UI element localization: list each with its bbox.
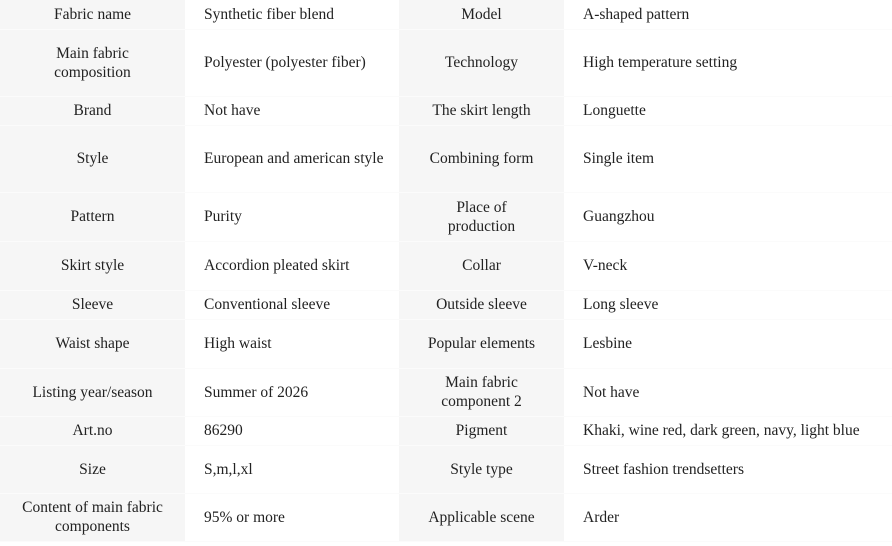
- attribute-label: Collar: [399, 241, 564, 290]
- attribute-value: European and american style: [185, 125, 399, 192]
- attribute-value: Conventional sleeve: [185, 290, 399, 319]
- attribute-value: 95% or more: [185, 493, 399, 541]
- attribute-label: Skirt style: [0, 241, 185, 290]
- attribute-value: Polyester (polyester fiber): [185, 29, 399, 96]
- attribute-value: V-neck: [564, 241, 892, 290]
- attribute-value: Not have: [185, 96, 399, 125]
- attribute-value: High temperature setting: [564, 29, 892, 96]
- attribute-label: Applicable scene: [399, 493, 564, 541]
- table-row: [0, 290, 892, 319]
- table-row: [0, 192, 892, 241]
- attribute-label: Fabric name: [0, 0, 185, 29]
- attribute-value: 86290: [185, 416, 399, 445]
- attribute-label: Listing year/season: [0, 368, 185, 416]
- table-row: [0, 241, 892, 290]
- attribute-value: Summer of 2026: [185, 368, 399, 416]
- attribute-value: A-shaped pattern: [564, 0, 892, 29]
- attribute-label: Art.no: [0, 416, 185, 445]
- attribute-value: Khaki, wine red, dark green, navy, light blue: [564, 416, 892, 445]
- attribute-label: Combining form: [399, 125, 564, 192]
- table-row: [0, 96, 892, 125]
- attribute-label: Size: [0, 445, 185, 493]
- attribute-value: Longuette: [564, 96, 892, 125]
- attribute-value: S,m,l,xl: [185, 445, 399, 493]
- attribute-label: The skirt length: [399, 96, 564, 125]
- table-row: [0, 493, 892, 541]
- table-row: [0, 319, 892, 368]
- attribute-label: Content of main fabric components: [0, 493, 185, 541]
- attribute-value: Street fashion trendsetters: [564, 445, 892, 493]
- attribute-value: Single item: [564, 125, 892, 192]
- attribute-value: Synthetic fiber blend: [185, 0, 399, 29]
- attribute-label: Style type: [399, 445, 564, 493]
- attribute-value: Not have: [564, 368, 892, 416]
- table-row: [0, 125, 892, 192]
- attribute-value: Arder: [564, 493, 892, 541]
- attribute-label: Main fabric composition: [0, 29, 185, 96]
- attribute-value: Lesbine: [564, 319, 892, 368]
- attribute-value: Long sleeve: [564, 290, 892, 319]
- attribute-label: Style: [0, 125, 185, 192]
- attribute-value: Accordion pleated skirt: [185, 241, 399, 290]
- attribute-label: Model: [399, 0, 564, 29]
- table-row: [0, 416, 892, 445]
- attribute-value: Guangzhou: [564, 192, 892, 241]
- attribute-label: Brand: [0, 96, 185, 125]
- attribute-label: Main fabric component 2: [399, 368, 564, 416]
- attribute-label: Place of production: [399, 192, 564, 241]
- attribute-label: Sleeve: [0, 290, 185, 319]
- attribute-label: Waist shape: [0, 319, 185, 368]
- attribute-label: Pattern: [0, 192, 185, 241]
- table-row: [0, 0, 892, 29]
- attribute-value: Purity: [185, 192, 399, 241]
- attribute-label: Pigment: [399, 416, 564, 445]
- table-row: [0, 368, 892, 416]
- table-row: [0, 29, 892, 96]
- table-row: [0, 445, 892, 493]
- attribute-label: Outside sleeve: [399, 290, 564, 319]
- attribute-value: High waist: [185, 319, 399, 368]
- attribute-label: Popular elements: [399, 319, 564, 368]
- attribute-label: Technology: [399, 29, 564, 96]
